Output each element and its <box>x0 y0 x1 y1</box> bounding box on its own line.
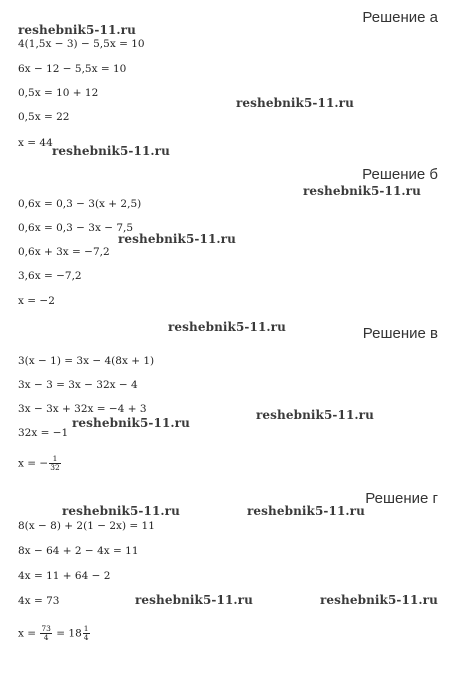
fraction <box>83 625 90 642</box>
solution-a-line-1: 4(1,5x − 3) − 5,5x = 10 <box>18 38 145 50</box>
solution-a-line-4: 0,5x = 22 <box>18 111 70 123</box>
watermark: reshebnik5-11.ru <box>62 504 180 518</box>
solution-a-line-3: 0,5x = 10 + 12 <box>18 87 99 99</box>
watermark: reshebnik5-11.ru <box>320 593 438 607</box>
solution-v-line-4: 32x = −1 <box>18 427 69 439</box>
solution-v-final <box>18 455 62 472</box>
fraction-numerator: 1 <box>83 624 89 633</box>
solution-v-line-2: 3x − 3 = 3x − 32x − 4 <box>18 379 138 391</box>
watermark: reshebnik5-11.ru <box>18 23 136 37</box>
solution-g-heading: Решение г <box>365 490 438 507</box>
solution-v-heading: Решение в <box>362 325 438 342</box>
watermark: reshebnik5-11.ru <box>236 96 354 110</box>
watermark: reshebnik5-11.ru <box>72 416 190 430</box>
watermark: reshebnik5-11.ru <box>303 184 421 198</box>
solution-v-line-1: 3(x − 1) = 3x − 4(8x + 1) <box>18 355 155 367</box>
fraction-numerator: 1 <box>49 455 61 464</box>
solution-g-final-middle: = 18 <box>52 627 82 640</box>
solution-a-line-5: x = 44 <box>18 137 53 149</box>
fraction-numerator: 73 <box>41 624 51 633</box>
solution-b-line-1: 0,6x = 0,3 − 3(x + 2,5) <box>18 198 142 210</box>
solution-b-line-4: 3,6x = −7,2 <box>18 270 82 282</box>
watermark: reshebnik5-11.ru <box>135 593 253 607</box>
solution-v-line-3: 3x − 3x + 32x = −4 + 3 <box>18 403 147 415</box>
solution-b-line-2: 0,6x = 0,3 − 3x − 7,5 <box>18 222 134 234</box>
watermark: reshebnik5-11.ru <box>52 144 170 158</box>
solution-b-heading: Решение б <box>362 166 438 183</box>
solution-g-final-prefix: x = <box>18 627 40 640</box>
fraction-denominator: 4 <box>43 633 49 642</box>
fraction <box>49 455 61 472</box>
solution-g-line-1: 8(x − 8) + 2(1 − 2x) = 11 <box>18 520 155 532</box>
solution-a-heading: Решение а <box>362 9 438 26</box>
watermark: reshebnik5-11.ru <box>247 504 365 518</box>
fraction <box>40 625 52 642</box>
fraction-denominator: 4 <box>83 633 89 642</box>
solution-g-line-3: 4x = 11 + 64 − 2 <box>18 570 111 582</box>
solution-v-final-prefix: x = − <box>18 457 49 470</box>
solution-g-final <box>18 625 91 642</box>
solution-a-line-2: 6x − 12 − 5,5x = 10 <box>18 63 127 75</box>
solution-b-line-3: 0,6x + 3x = −7,2 <box>18 246 110 258</box>
fraction-denominator: 32 <box>50 463 60 472</box>
watermark: reshebnik5-11.ru <box>256 408 374 422</box>
solution-g-line-4: 4x = 73 <box>18 595 60 607</box>
solution-g-line-2: 8x − 64 + 2 − 4x = 11 <box>18 545 139 557</box>
watermark: reshebnik5-11.ru <box>118 232 236 246</box>
solution-b-line-5: x = −2 <box>18 295 55 307</box>
watermark: reshebnik5-11.ru <box>168 320 286 334</box>
